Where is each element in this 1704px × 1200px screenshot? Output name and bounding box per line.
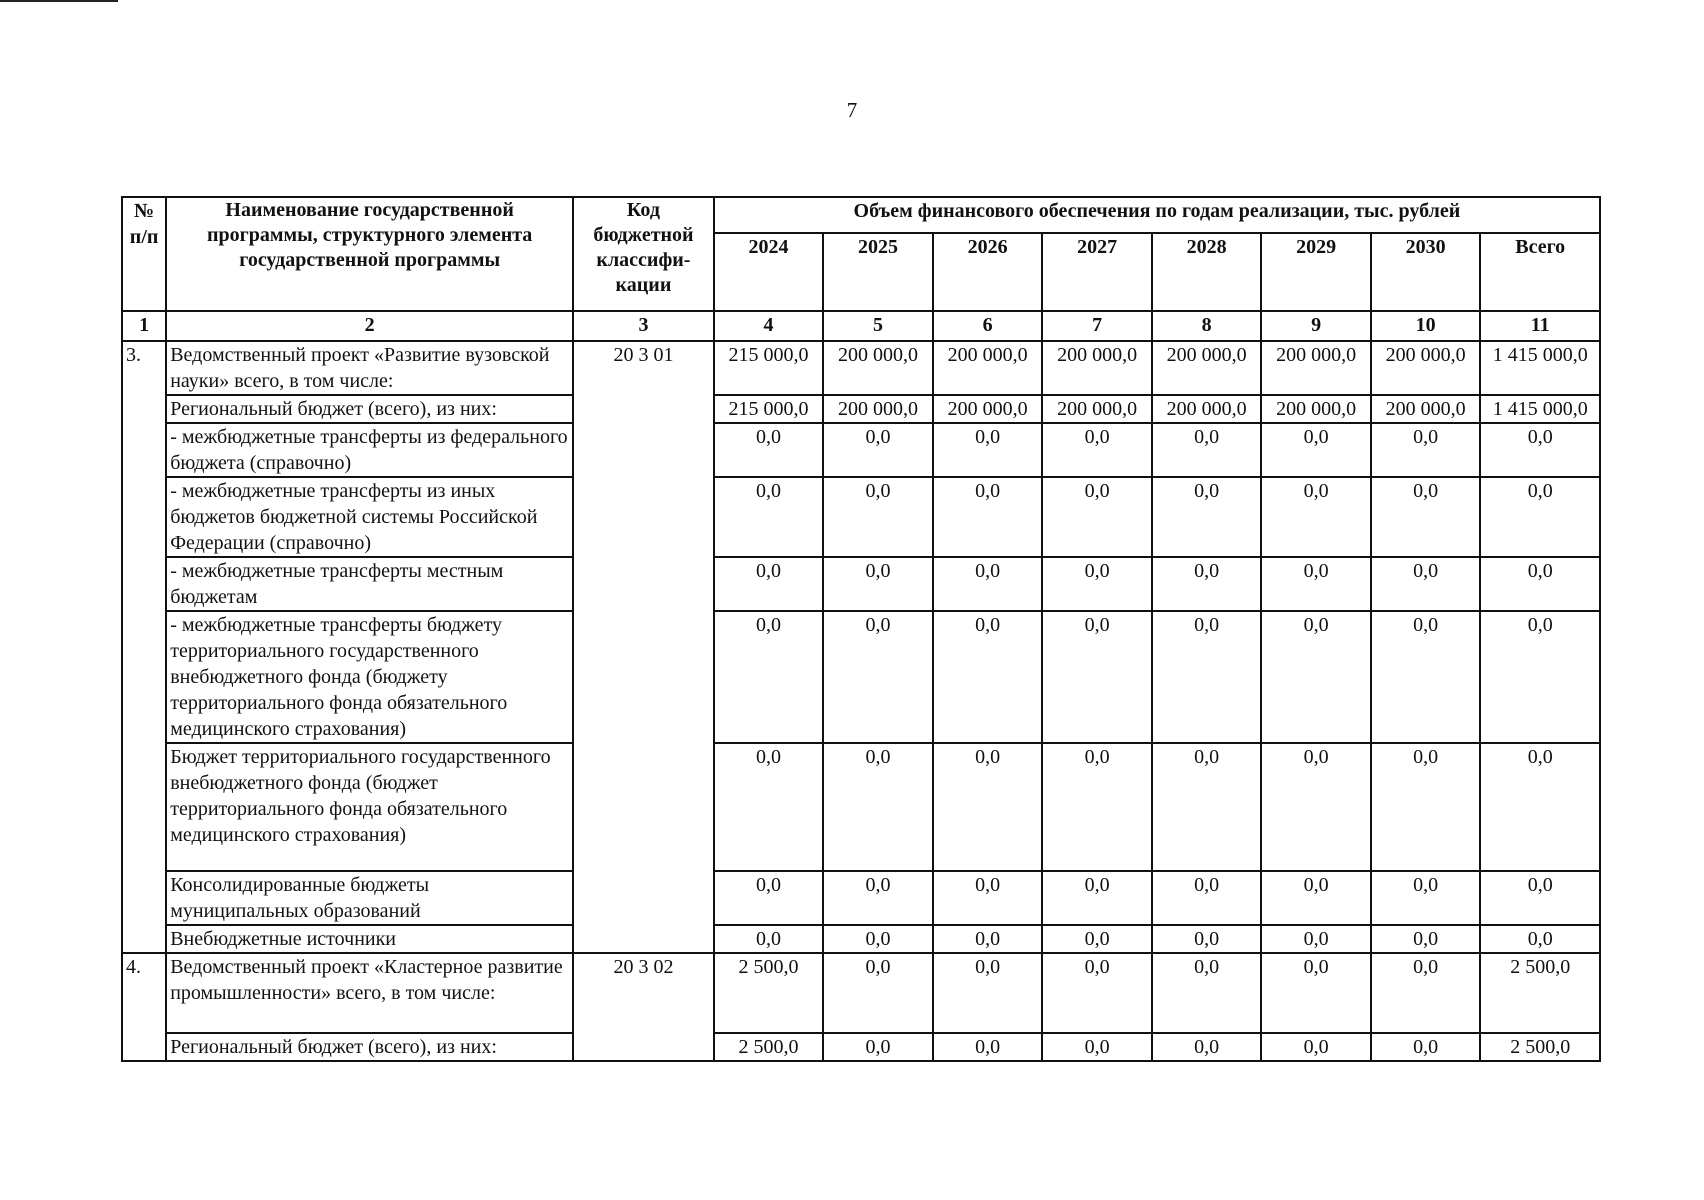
row-total-value: 0,0 (1480, 557, 1600, 611)
row-year-value: 0,0 (1152, 557, 1262, 611)
row-total-value: 1 415 000,0 (1480, 341, 1600, 395)
row-name: - межбюджетные трансферты из иных бюджетов бюджетной системы Российской Федерации (справочно) (166, 477, 573, 557)
row-year-value: 0,0 (933, 611, 1043, 743)
row-total-value: 0,0 (1480, 925, 1600, 953)
row-number (122, 395, 166, 423)
table-row (122, 1033, 1600, 1061)
row-year-value: 200 000,0 (1042, 341, 1152, 395)
row-name: Региональный бюджет (всего), из них: (166, 1033, 573, 1061)
row-total-value: 0,0 (1480, 743, 1600, 871)
row-budget-code (573, 871, 714, 925)
row-year-value: 0,0 (1042, 871, 1152, 925)
row-year-value: 0,0 (714, 557, 824, 611)
column-number: 8 (1152, 311, 1262, 341)
table-row (122, 423, 1600, 477)
header-financing-volume: Объем финансового обеспечения по годам реализации, тыс. рублей (714, 197, 1600, 233)
row-name: Региональный бюджет (всего), из них: (166, 395, 573, 423)
row-name: - межбюджетные трансферты бюджету территориального государственного внебюджетного фонда (бюджету территориального фонда обязательного медицинского страхования) (166, 611, 573, 743)
header-year: 2025 (823, 233, 933, 311)
row-number (122, 925, 166, 953)
row-year-value: 0,0 (1152, 925, 1262, 953)
table-row (122, 557, 1600, 611)
row-total-value: 0,0 (1480, 423, 1600, 477)
table-row (122, 477, 1600, 557)
row-year-value: 200 000,0 (1371, 395, 1481, 423)
header-year: 2024 (714, 233, 824, 311)
row-year-value: 0,0 (714, 743, 824, 871)
row-year-value: 0,0 (714, 611, 824, 743)
row-budget-code (573, 477, 714, 557)
row-year-value: 0,0 (1261, 477, 1371, 557)
row-name: Внебюджетные источники (166, 925, 573, 953)
row-year-value: 0,0 (1152, 1033, 1262, 1061)
row-year-value: 0,0 (933, 743, 1043, 871)
row-year-value: 0,0 (823, 611, 933, 743)
row-number (122, 871, 166, 925)
row-year-value: 0,0 (1371, 557, 1481, 611)
header-year: 2028 (1152, 233, 1262, 311)
row-year-value: 0,0 (714, 423, 824, 477)
table-row (122, 611, 1600, 743)
table-row (122, 953, 1600, 1033)
row-year-value: 0,0 (1152, 743, 1262, 871)
row-year-value: 0,0 (823, 743, 933, 871)
row-budget-code (573, 1033, 714, 1061)
row-year-value: 0,0 (1042, 477, 1152, 557)
row-year-value: 0,0 (1371, 925, 1481, 953)
header-year: 2029 (1261, 233, 1371, 311)
row-total-value: 2 500,0 (1480, 953, 1600, 1033)
financing-table (121, 196, 1601, 1062)
row-budget-code (573, 743, 714, 871)
row-year-value: 200 000,0 (933, 341, 1043, 395)
row-year-value: 200 000,0 (933, 395, 1043, 423)
row-year-value: 2 500,0 (714, 953, 824, 1033)
row-year-value: 0,0 (933, 871, 1043, 925)
row-year-value: 0,0 (1261, 925, 1371, 953)
row-number (122, 477, 166, 557)
row-year-value: 200 000,0 (1042, 395, 1152, 423)
row-total-value: 1 415 000,0 (1480, 395, 1600, 423)
row-year-value: 0,0 (1371, 1033, 1481, 1061)
row-year-value: 0,0 (1261, 557, 1371, 611)
row-year-value: 215 000,0 (714, 395, 824, 423)
row-total-value: 0,0 (1480, 477, 1600, 557)
row-name: Ведомственный проект «Кластерное развитие промышленности» всего, в том числе: (166, 953, 573, 1033)
row-year-value: 0,0 (1371, 423, 1481, 477)
row-year-value: 0,0 (1152, 477, 1262, 557)
row-total-value: 2 500,0 (1480, 1033, 1600, 1061)
row-year-value: 0,0 (823, 953, 933, 1033)
row-year-value: 0,0 (933, 423, 1043, 477)
row-year-value: 0,0 (1261, 423, 1371, 477)
table-row (122, 871, 1600, 925)
row-year-value: 200 000,0 (823, 341, 933, 395)
row-year-value: 200 000,0 (1261, 341, 1371, 395)
row-year-value: 215 000,0 (714, 341, 824, 395)
header-number: № п/п (122, 197, 166, 311)
row-year-value: 0,0 (1152, 611, 1262, 743)
row-number (122, 743, 166, 871)
row-year-value: 0,0 (1042, 743, 1152, 871)
row-year-value: 0,0 (1152, 953, 1262, 1033)
page-number: 7 (846, 98, 858, 122)
column-number: 4 (714, 311, 824, 341)
row-number: 3. (122, 341, 166, 395)
row-year-value: 0,0 (1042, 557, 1152, 611)
header-year: 2026 (933, 233, 1043, 311)
row-year-value: 0,0 (823, 1033, 933, 1061)
table-row (122, 925, 1600, 953)
table-row (122, 395, 1600, 423)
row-year-value: 0,0 (933, 1033, 1043, 1061)
row-year-value: 200 000,0 (1152, 395, 1262, 423)
row-year-value: 0,0 (823, 925, 933, 953)
row-year-value: 0,0 (933, 557, 1043, 611)
row-year-value: 0,0 (714, 477, 824, 557)
row-number (122, 423, 166, 477)
row-year-value: 0,0 (1152, 423, 1262, 477)
header-year: Всего (1480, 233, 1600, 311)
row-budget-code (573, 557, 714, 611)
row-year-value: 0,0 (1371, 611, 1481, 743)
row-year-value: 0,0 (1261, 871, 1371, 925)
row-year-value: 0,0 (823, 871, 933, 925)
row-budget-code (573, 423, 714, 477)
row-year-value: 0,0 (823, 557, 933, 611)
column-number: 7 (1042, 311, 1152, 341)
row-year-value: 200 000,0 (1261, 395, 1371, 423)
row-year-value: 0,0 (1371, 743, 1481, 871)
row-name: Ведомственный проект «Развитие вузовской науки» всего, в том числе: (166, 341, 573, 395)
header-year: 2030 (1371, 233, 1481, 311)
row-number (122, 611, 166, 743)
row-year-value: 0,0 (823, 423, 933, 477)
row-year-value: 0,0 (714, 871, 824, 925)
row-year-value: 0,0 (1042, 953, 1152, 1033)
row-total-value: 0,0 (1480, 871, 1600, 925)
row-year-value: 0,0 (1152, 871, 1262, 925)
row-name: Консолидированные бюджеты муниципальных образований (166, 871, 573, 925)
row-year-value: 0,0 (1371, 953, 1481, 1033)
row-year-value: 0,0 (1042, 611, 1152, 743)
row-budget-code (573, 925, 714, 953)
row-total-value: 0,0 (1480, 611, 1600, 743)
column-number: 9 (1261, 311, 1371, 341)
row-budget-code: 20 3 01 (573, 341, 714, 395)
row-budget-code (573, 611, 714, 743)
row-year-value: 0,0 (1371, 871, 1481, 925)
row-year-value: 0,0 (714, 925, 824, 953)
row-year-value: 0,0 (1042, 423, 1152, 477)
row-year-value: 0,0 (933, 925, 1043, 953)
column-number: 2 (166, 311, 573, 341)
row-budget-code (573, 395, 714, 423)
table-row (122, 743, 1600, 871)
row-name: - межбюджетные трансферты из федерального бюджета (справочно) (166, 423, 573, 477)
column-number: 11 (1480, 311, 1600, 341)
column-number: 3 (573, 311, 714, 341)
row-year-value: 0,0 (1371, 477, 1481, 557)
row-name: - межбюджетные трансферты местным бюджетам (166, 557, 573, 611)
row-year-value: 0,0 (1261, 1033, 1371, 1061)
row-budget-code: 20 3 02 (573, 953, 714, 1033)
column-number: 5 (823, 311, 933, 341)
row-number (122, 557, 166, 611)
row-year-value: 200 000,0 (1371, 341, 1481, 395)
row-year-value: 2 500,0 (714, 1033, 824, 1061)
row-name: Бюджет территориального государственного внебюджетного фонда (бюджет территориального фонда обязательного медицинского страхования) (166, 743, 573, 871)
row-year-value: 200 000,0 (823, 395, 933, 423)
row-year-value: 0,0 (1261, 611, 1371, 743)
row-year-value: 0,0 (1261, 953, 1371, 1033)
row-year-value: 0,0 (1042, 1033, 1152, 1061)
row-year-value: 200 000,0 (1152, 341, 1262, 395)
table-row (122, 341, 1600, 395)
row-number: 4. (122, 953, 166, 1033)
header-name: Наименование государственной программы, структурного элемента государственной программы (166, 197, 573, 311)
column-number: 1 (122, 311, 166, 341)
row-year-value: 0,0 (933, 477, 1043, 557)
header-budget-code: Код бюджетной классифи-кации (573, 197, 714, 311)
scan-corner-mark (0, 0, 118, 2)
row-number (122, 1033, 166, 1061)
header-year: 2027 (1042, 233, 1152, 311)
row-year-value: 0,0 (1042, 925, 1152, 953)
row-year-value: 0,0 (933, 953, 1043, 1033)
row-year-value: 0,0 (823, 477, 933, 557)
row-year-value: 0,0 (1261, 743, 1371, 871)
column-number: 6 (933, 311, 1043, 341)
column-number: 10 (1371, 311, 1481, 341)
